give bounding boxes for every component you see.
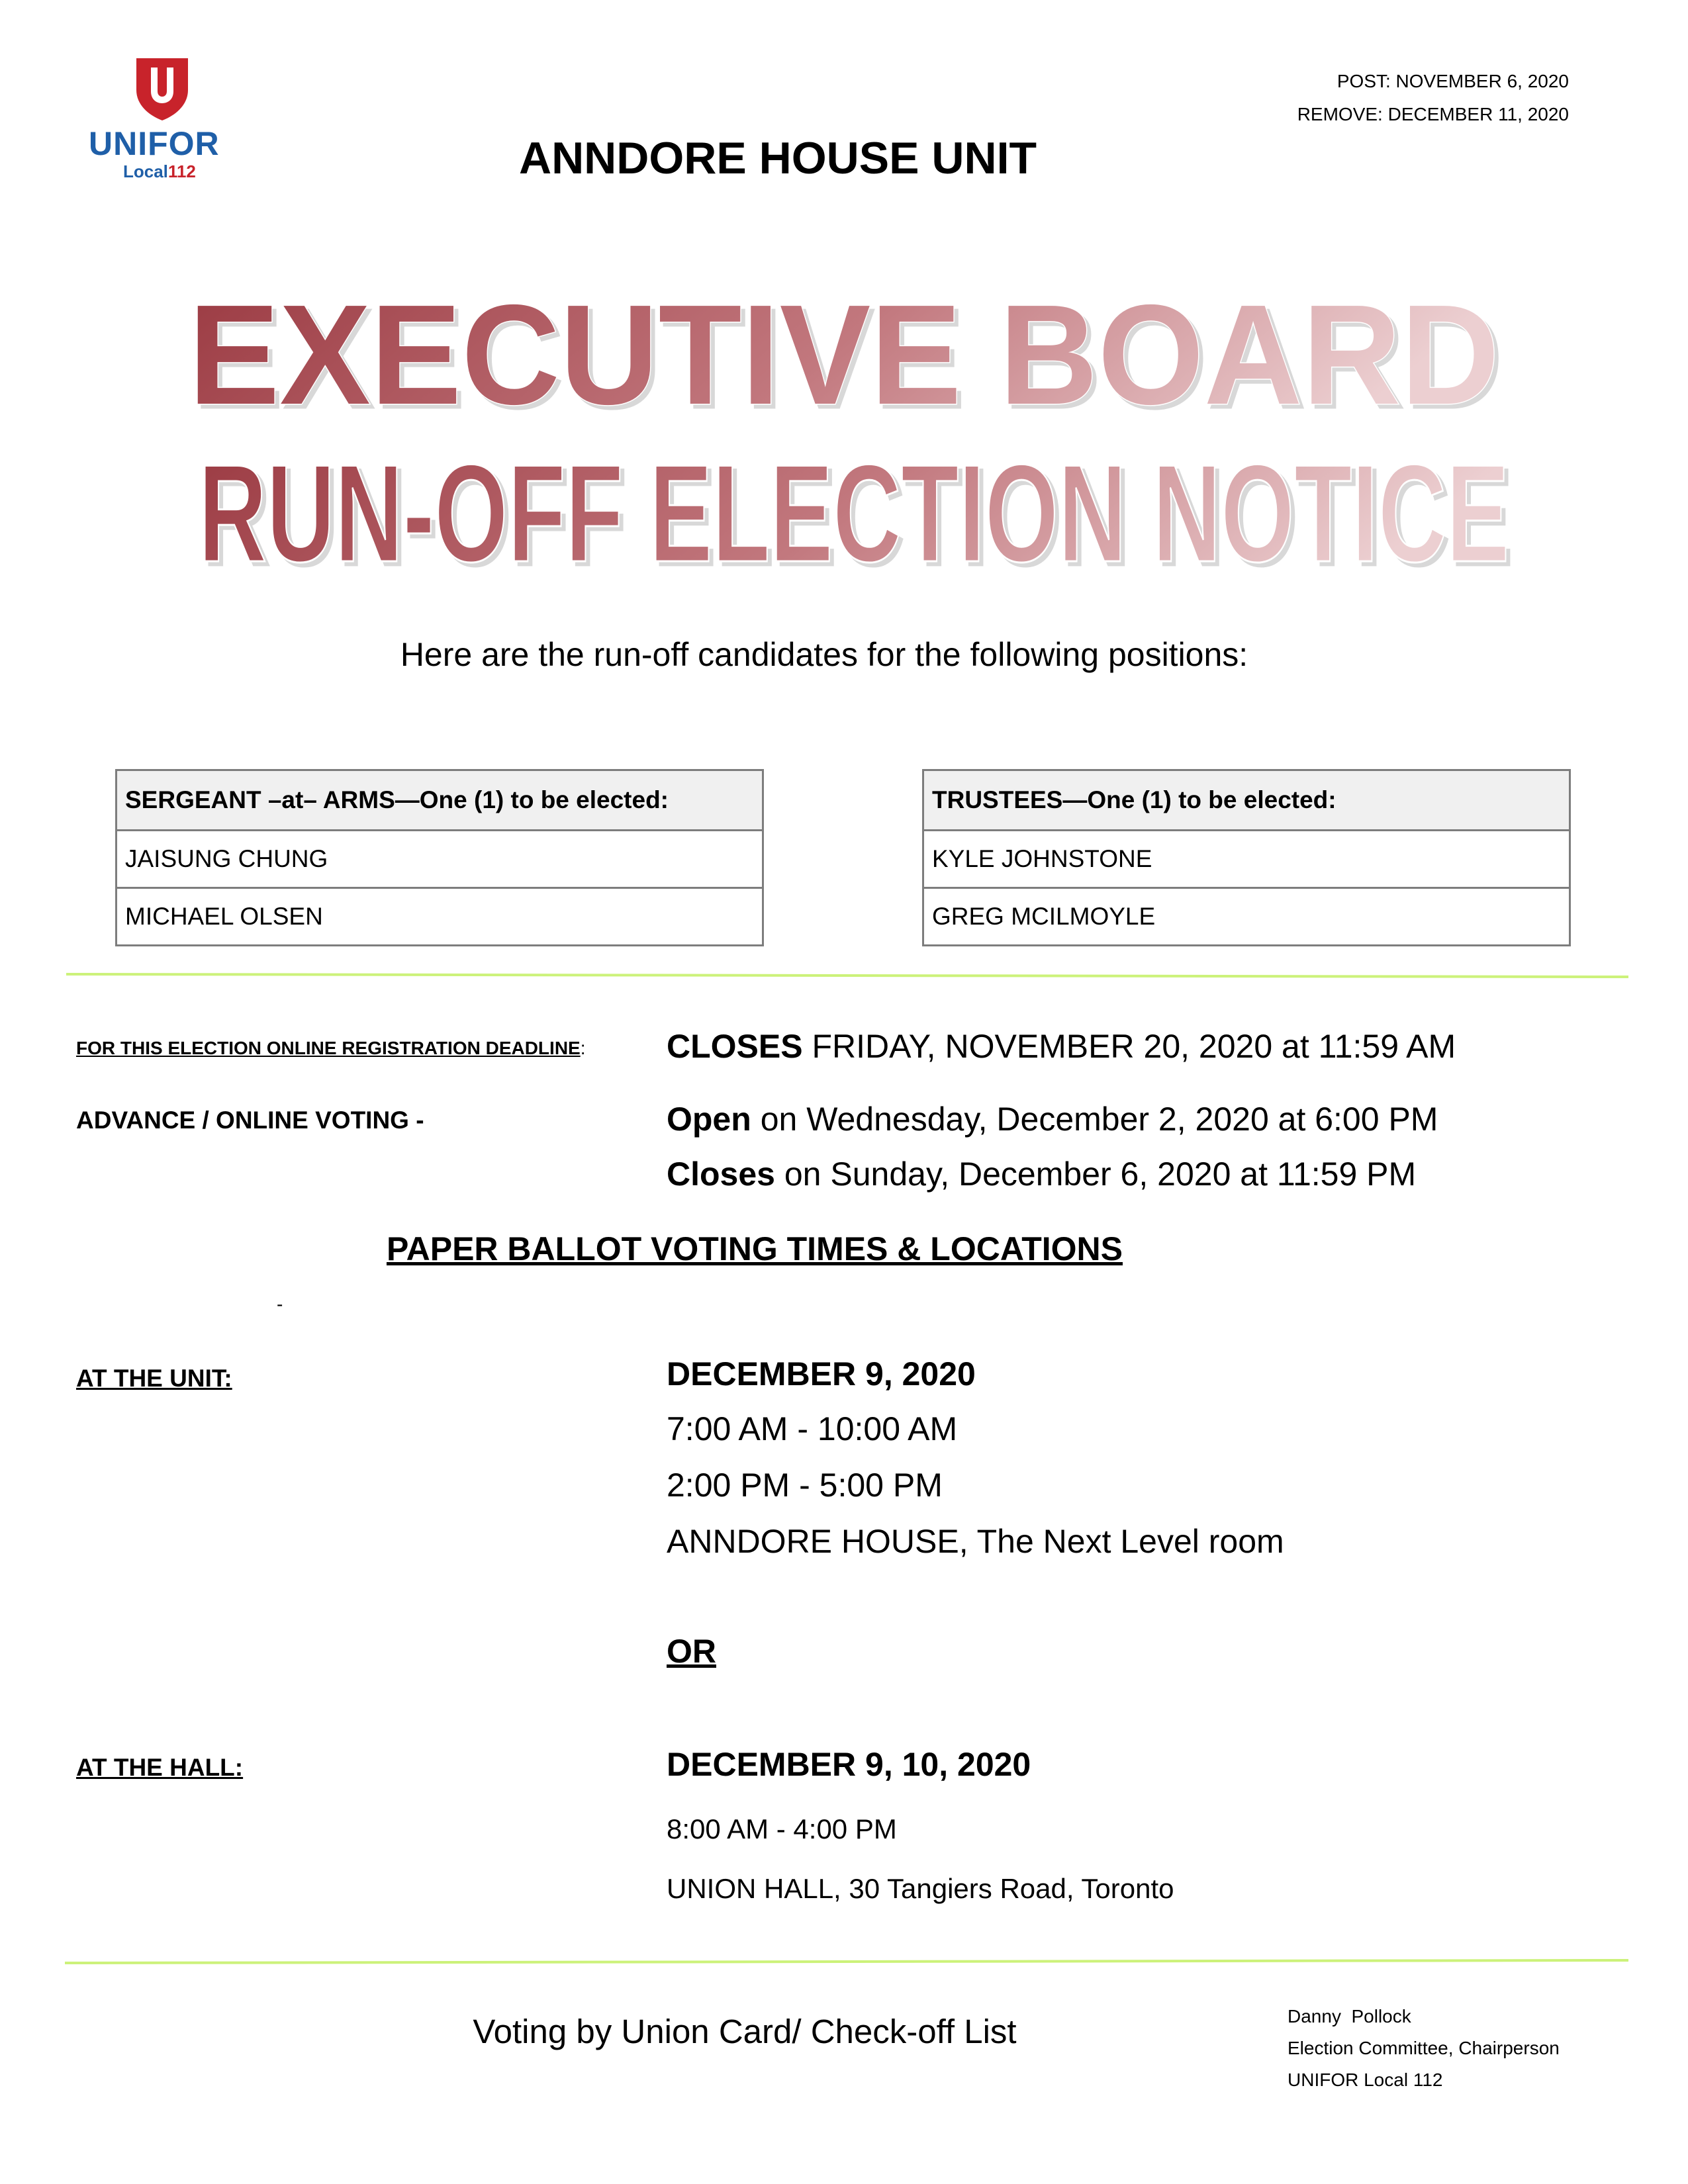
sergeant-at-arms-table (115, 769, 764, 946)
online-voting-label: ADVANCE / ONLINE VOTING - (76, 1107, 424, 1134)
online-close-word: Closes (667, 1156, 775, 1193)
candidate-cell: JAISUNG CHUNG (117, 831, 763, 888)
signer-name: Danny Pollock (1288, 2006, 1411, 2026)
at-unit-location: ANNDORE HOUSE, The Next Level room (667, 1523, 1284, 1560)
signer-org: UNIFOR Local 112 (1288, 2070, 1443, 2090)
at-hall-time: 8:00 AM - 4:00 PM (667, 1813, 897, 1844)
candidate-cell: MICHAEL OLSEN (117, 888, 763, 946)
post-dates (1297, 65, 1569, 131)
paper-ballot-title: PAPER BALLOT VOTING TIMES & LOCATIONS (386, 1230, 1123, 1267)
unit-title: ANNDORE HOUSE UNIT (518, 133, 1037, 183)
logo-local-number: 112 (167, 161, 196, 181)
headline-line1: EXECUTIVE BOARD (189, 291, 1499, 434)
logo-local-label: Local (123, 161, 168, 181)
at-hall-label: AT THE HALL: (76, 1754, 244, 1781)
registration-value (667, 1027, 1456, 1066)
trustees-table (922, 769, 1571, 946)
registration-label (76, 1038, 586, 1059)
headline-line2: RUN-OFF ELECTION NOTICE (199, 435, 1509, 589)
at-unit-label: AT THE UNIT: (76, 1365, 232, 1392)
post-date: POST: NOVEMBER 6, 2020 (1336, 71, 1569, 91)
unifor-shield-icon (132, 56, 192, 122)
online-voting-close (667, 1155, 1416, 1193)
voting-by-text: Voting by Union Card/ Check-off List (473, 2013, 1017, 2050)
headline (165, 291, 1523, 589)
online-open-word: Open (667, 1101, 751, 1138)
divider (65, 1959, 1628, 1964)
signer-title: Election Committee, Chairperson (1288, 2038, 1560, 2058)
registration-label-suffix: : (580, 1038, 586, 1058)
online-close-date: on Sunday, December 6, 2020 at 11:59 PM (774, 1156, 1417, 1193)
or-text: OR (667, 1633, 716, 1670)
at-unit-date: DECEMBER 9, 2020 (667, 1355, 976, 1392)
table-heading: SERGEANT –at– ARMS—One (1) to be elected: (117, 770, 763, 831)
at-hall-date: DECEMBER 9, 10, 2020 (667, 1746, 1031, 1783)
candidate-cell: KYLE JOHNSTONE (923, 831, 1570, 888)
online-voting-open (667, 1100, 1438, 1138)
online-open-date: on Wednesday, December 2, 2020 at 6:00 PM (751, 1101, 1438, 1138)
at-unit-time2: 2:00 PM - 5:00 PM (667, 1467, 943, 1504)
remove-date: REMOVE: DECEMBER 11, 2020 (1297, 104, 1569, 124)
stray-dash: - (277, 1294, 283, 1314)
divider (66, 973, 1628, 978)
at-hall-location: UNION HALL, 30 Tangiers Road, Toronto (667, 1873, 1174, 1904)
intro-text: Here are the run-off candidates for the following positions: (400, 636, 1248, 673)
registration-label-text: FOR THIS ELECTION ONLINE REGISTRATION DEADLINE (76, 1038, 581, 1058)
registration-date: FRIDAY, NOVEMBER 20, 2020 at 11:59 AM (802, 1028, 1456, 1065)
signature-block (1288, 2001, 1560, 2096)
registration-closes: CLOSES (667, 1028, 803, 1065)
table-heading: TRUSTEES—One (1) to be elected: (923, 770, 1570, 831)
at-unit-time1: 7:00 AM - 10:00 AM (667, 1410, 958, 1447)
candidate-cell: GREG MCILMOYLE (923, 888, 1570, 946)
logo-name: UNIFOR (89, 125, 220, 162)
